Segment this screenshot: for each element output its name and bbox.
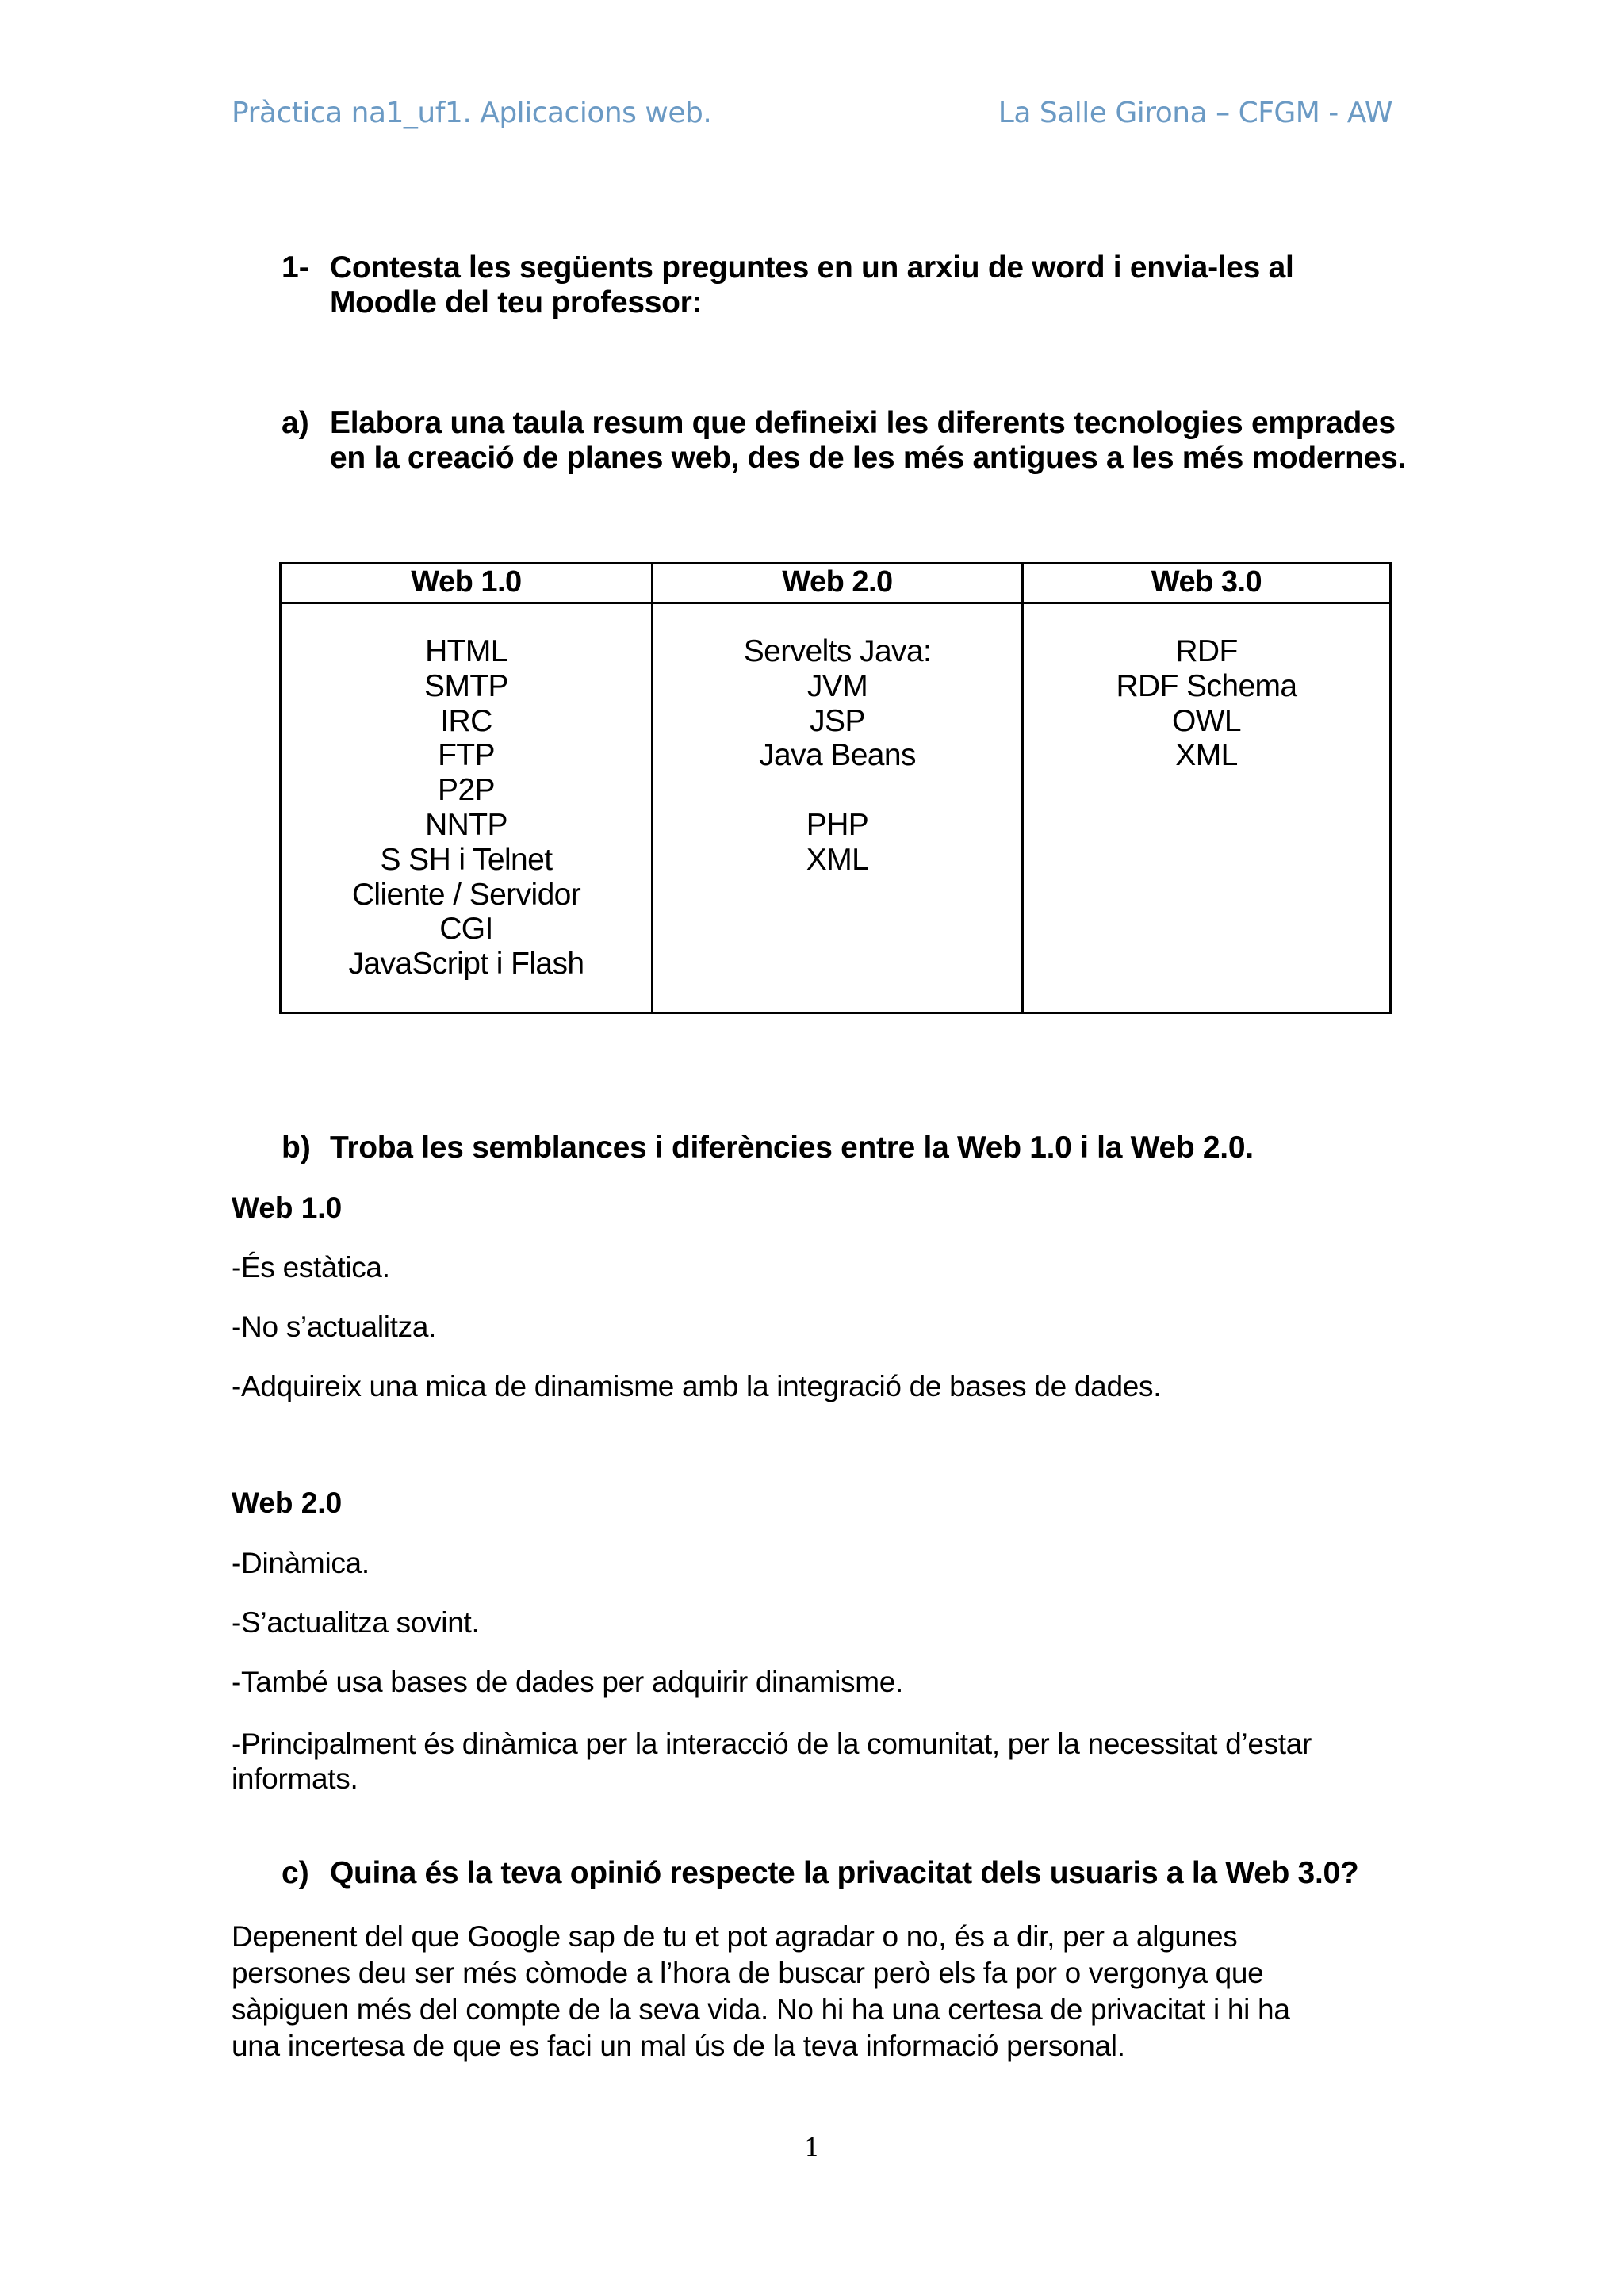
table-item: Servelts Java: [743, 634, 932, 668]
table-column-web2 [653, 564, 1024, 1012]
table-item: Cliente / Servidor [351, 877, 581, 912]
table-column-web1 [282, 564, 653, 1012]
answer-c-line: una incertesa de que es faci un mal ús de la teva informació personal. [232, 2030, 1125, 2062]
web2-point: -Dinàmica. [232, 1547, 370, 1579]
table-item: XML [1175, 738, 1238, 773]
web1-point: -És estàtica. [232, 1251, 390, 1284]
table-item: XML [806, 842, 869, 877]
table-cell-web3 [1024, 604, 1389, 773]
web2-point-line: informats. [232, 1762, 358, 1795]
answer-c-line: sàpiguen més del compte de la seva vida. No hi ha una certesa de privacitat i hi ha [232, 1993, 1290, 2026]
question-a-line: Elabora una taula resum que defineixi les diferents tecnologies emprades [330, 406, 1396, 440]
question-b-text: Troba les semblances i diferències entre la Web 1.0 i la Web 2.0. [330, 1131, 1254, 1165]
table-item: P2P [438, 773, 495, 808]
question-1-number: 1- [282, 251, 309, 285]
web2-point: -S’actualitza sovint. [232, 1606, 480, 1639]
question-a-number: a) [282, 406, 309, 440]
table-header-web2: Web 2.0 [653, 564, 1021, 604]
table-item: JVM [806, 668, 868, 703]
header-left-text: Pràctica na1_uf1. Aplicacions web. [232, 97, 712, 129]
question-a-text [330, 406, 1406, 476]
web1-point: -Adquireix una mica de dinamisme amb la integració de bases de dades. [232, 1370, 1162, 1402]
table-item: S SH i Telnet [380, 842, 553, 877]
answer-c-paragraph [232, 1919, 1290, 2064]
table-item: RDF [1175, 634, 1238, 668]
table-cell-web2 [653, 604, 1021, 878]
table-column-web3 [1024, 564, 1389, 1012]
table-item: JavaScript i Flash [348, 947, 584, 982]
web2-point-multiline [232, 1727, 1312, 1797]
table-item: FTP [438, 738, 495, 773]
table-item: OWL [1171, 703, 1242, 738]
question-a-line: en la creació de planes web, des de les més antigues a les més modernes. [330, 441, 1407, 475]
table-cell-web1 [282, 604, 651, 982]
table-item: NNTP [425, 807, 508, 842]
web2-heading: Web 2.0 [232, 1487, 343, 1519]
answer-c-line: persones deu ser més còmode a l’hora de buscar però els fa por o vergonya que [232, 1957, 1264, 1989]
table-item: IRC [440, 703, 492, 738]
table-item: JSP [810, 703, 865, 738]
table-item: CGI [439, 912, 493, 947]
table-item: RDF Schema [1116, 668, 1297, 703]
table-header-web1: Web 1.0 [282, 564, 651, 604]
question-1-line: Moodle del teu professor: [330, 285, 703, 320]
web-technologies-table [279, 562, 1392, 1014]
web2-point-line: -Principalment és dinàmica per la interacció de la comunitat, per la necessitat d’estar [232, 1728, 1312, 1760]
web1-heading: Web 1.0 [232, 1192, 343, 1224]
question-c-text: Quina és la teva opinió respecte la privacitat dels usuaris a la Web 3.0? [330, 1856, 1359, 1890]
question-b-number: b) [282, 1131, 311, 1165]
table-item: PHP [806, 807, 869, 842]
web1-point: -No s’actualitza. [232, 1311, 437, 1343]
question-1-line: Contesta les següents preguntes en un arxiu de word i envia-les al [330, 251, 1294, 285]
question-c-number: c) [282, 1856, 309, 1890]
question-1-text [330, 251, 1294, 320]
table-item: SMTP [424, 668, 508, 703]
header-right-text: La Salle Girona – CFGM - AW [998, 97, 1392, 129]
table-header-web3: Web 3.0 [1024, 564, 1389, 604]
page-number: 1 [803, 2133, 821, 2163]
table-item: Java Beans [759, 738, 916, 773]
answer-c-line: Depenent del que Google sap de tu et pot agradar o no, és a dir, per a algunes [232, 1920, 1238, 1953]
web2-point: -També usa bases de dades per adquirir dinamisme. [232, 1666, 904, 1698]
table-item-blank [653, 773, 1021, 808]
table-item: HTML [425, 634, 508, 668]
